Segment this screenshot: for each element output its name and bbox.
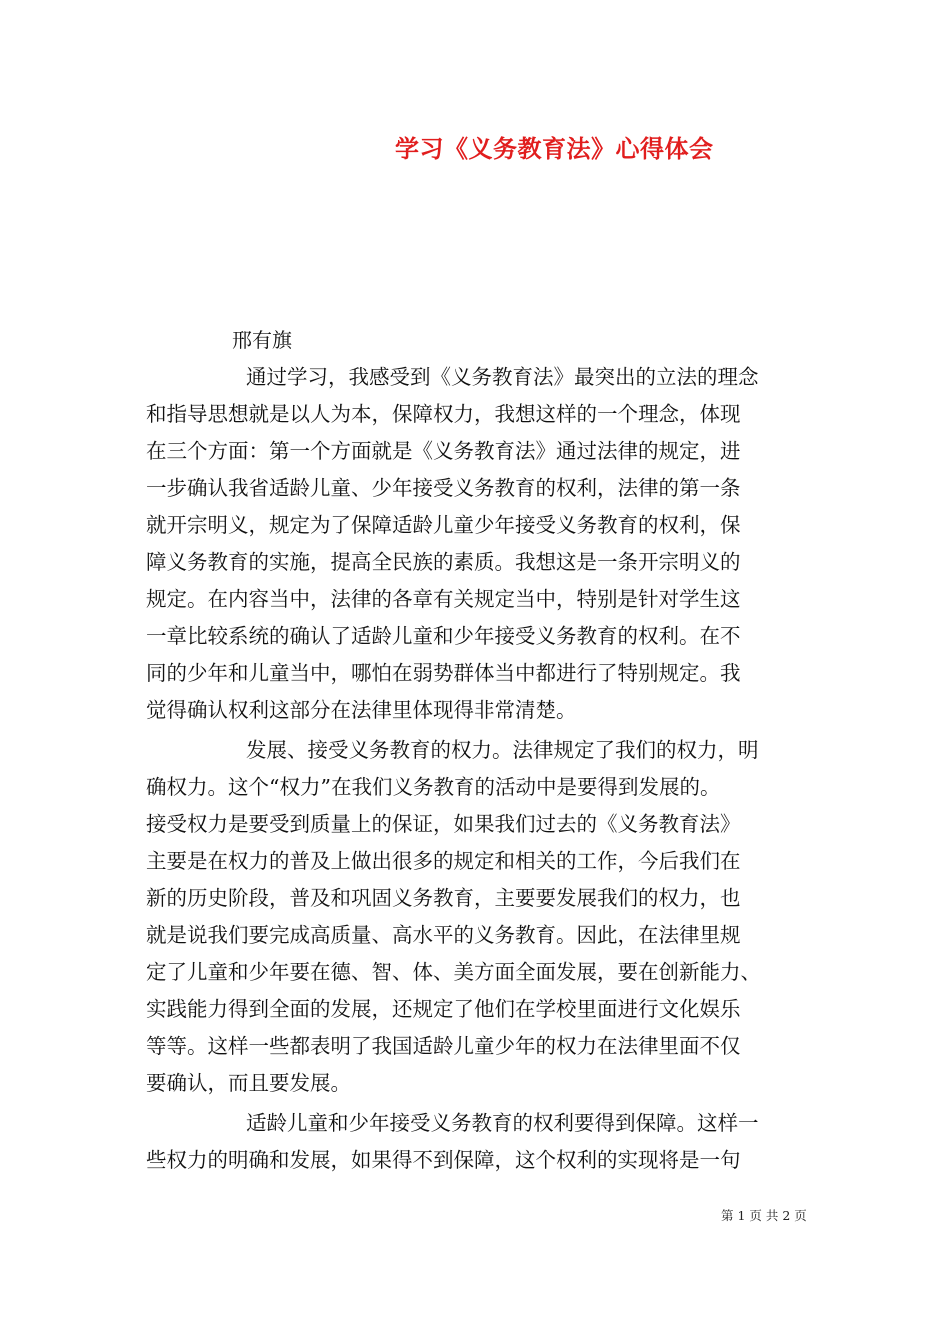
paragraph-line: 一步确认我省适龄儿童、少年接受义务教育的权利，法律的第一条: [146, 476, 741, 500]
paragraph-line: 觉得确认权利这部分在法律里体现得非常清楚。: [146, 698, 577, 722]
paragraph-line: 些权力的明确和发展，如果得不到保障，这个权利的实现将是一句: [146, 1148, 741, 1172]
paragraph-line: 一章比较系统的确认了适龄儿童和少年接受义务教育的权利。在不: [146, 624, 741, 648]
paragraph-line: 障义务教育的实施，提高全民族的素质。我想这是一条开宗明义的: [146, 550, 741, 574]
paragraph-line: 确权力。这个“权力”在我们义务教育的活动中是要得到发展的。: [146, 775, 721, 799]
paragraph-line: 接受权力是要受到质量上的保证，如果我们过去的《义务教育法》: [146, 812, 741, 836]
paragraph-line: 同的少年和儿童当中，哪怕在弱势群体当中都进行了特别规定。我: [146, 661, 741, 685]
paragraph-line: 和指导思想就是以人为本，保障权力，我想这样的一个理念，体现: [146, 402, 741, 426]
paragraph-line: 规定。在内容当中，法律的各章有关规定当中，特别是针对学生这: [146, 587, 741, 611]
document-title: 学习《义务教育法》心得体会: [395, 134, 714, 163]
paragraph-line: 要确认，而且要发展。: [146, 1071, 351, 1095]
paragraph-line: 在三个方面：第一个方面就是《义务教育法》通过法律的规定，进: [146, 439, 741, 463]
paragraph-line: 等等。这样一些都表明了我国适龄儿童少年的权力在法律里面不仅: [146, 1034, 741, 1058]
paragraph-line: 就开宗明义，规定为了保障适龄儿童少年接受义务教育的权利，保: [146, 513, 741, 537]
paragraph-line: 实践能力得到全面的发展，还规定了他们在学校里面进行文化娱乐: [146, 997, 741, 1021]
paragraph-line: 定了儿童和少年要在德、智、体、美方面全面发展，要在创新能力、: [146, 960, 761, 984]
author-name: 邢有旗: [232, 328, 292, 352]
paragraph-line: 适龄儿童和少年接受义务教育的权利要得到保障。这样一: [246, 1111, 759, 1135]
paragraph-line: 主要是在权力的普及上做出很多的规定和相关的工作，今后我们在: [146, 849, 741, 873]
paragraph-line: 新的历史阶段，普及和巩固义务教育，主要要发展我们的权力，也: [146, 886, 741, 910]
page-footer: 第 1 页 共 2 页: [721, 1208, 807, 1223]
paragraph-line: 就是说我们要完成高质量、高水平的义务教育。因此，在法律里规: [146, 923, 741, 947]
paragraph-line: 发展、接受义务教育的权力。法律规定了我们的权力，明: [246, 738, 759, 762]
paragraph-line: 通过学习，我感受到《义务教育法》最突出的立法的理念: [246, 365, 759, 389]
